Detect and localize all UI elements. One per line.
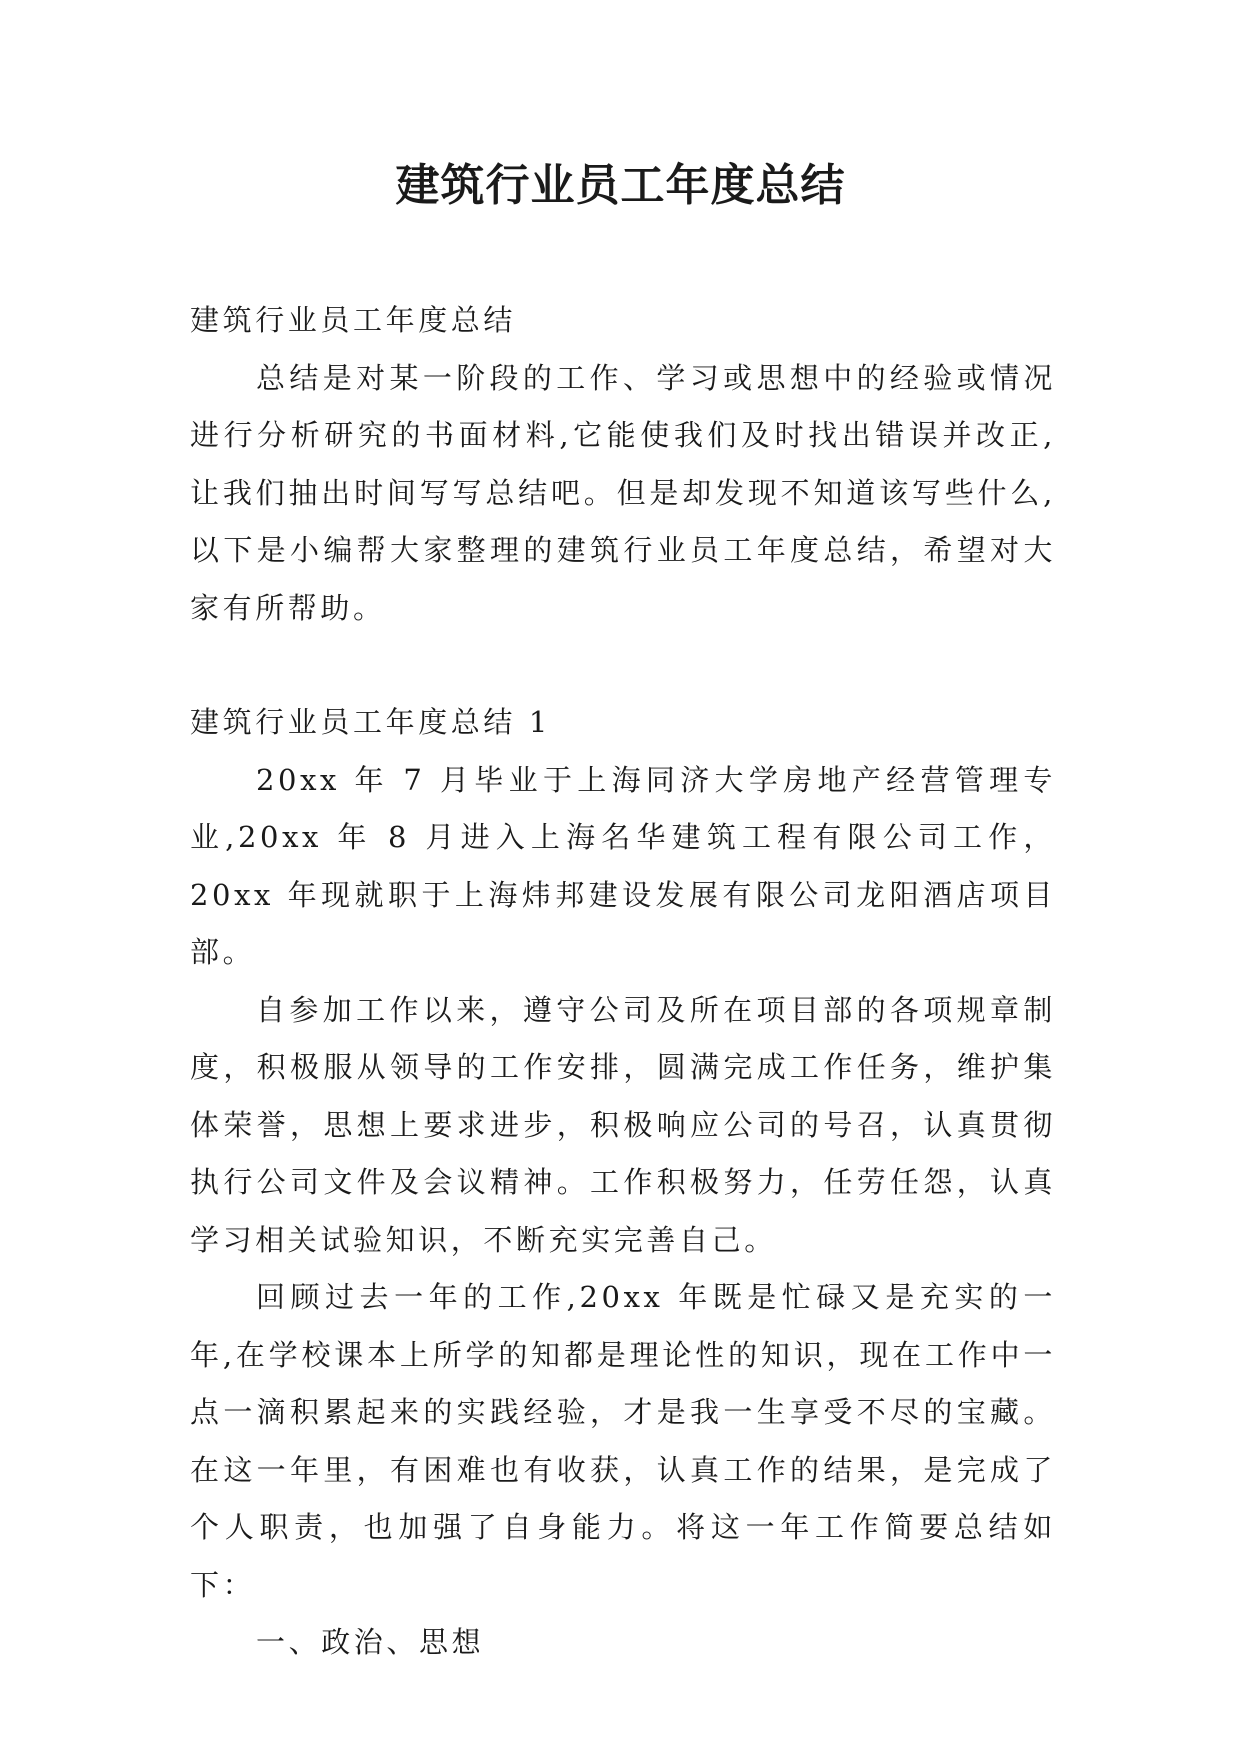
document-body: [190, 292, 1056, 1672]
body-paragraph: 自参加工作以来，遵守公司及所在项目部的各项规章制度，积极服从领导的工作安排，圆满完成工作任务，维护集体荣誉，思想上要求进步，积极响应公司的号召，认真贯彻执行公司文件及会议精神。工作积极努力，任劳任怨，认真学习相关试验知识，不断充实完善自己。: [190, 992, 1056, 1257]
intro-paragraph: 总结是对某一阶段的工作、学习或思想中的经验或情况进行分析研究的书面材料,它能使我们及时找出错误并改正,让我们抽出时间写写总结吧。但是却发现不知道该写些什么,以下是小编帮大家整理的建筑行业员工年度总结，希望对大家有所帮助。: [190, 360, 1056, 625]
subsection-heading: 一、政治、思想: [256, 1625, 485, 1659]
section-heading: 建筑行业员工年度总结: [190, 303, 517, 337]
page-title: 建筑行业员工年度总结: [395, 160, 846, 211]
body-paragraph: 回顾过去一年的工作,20xx 年既是忙碌又是充实的一年,在学校课本上所学的知都是理论性的知识，现在工作中一点一滴积累起来的实践经验，才是我一生享受不尽的宝藏。在这一年里，有困难也有收获，认真工作的结果，是完成了个人职责，也加强了自身能力。将这一年工作简要总结如下：: [190, 1280, 1056, 1602]
body-paragraph: 20xx 年 7 月毕业于上海同济大学房地产经营管理专业,20xx 年 8 月进入上海名华建筑工程有限公司工作，20xx 年现就职于上海炜邦建设发展有限公司龙阳酒店项目部。: [190, 762, 1056, 969]
section-heading: 建筑行业员工年度总结 1: [190, 705, 551, 739]
